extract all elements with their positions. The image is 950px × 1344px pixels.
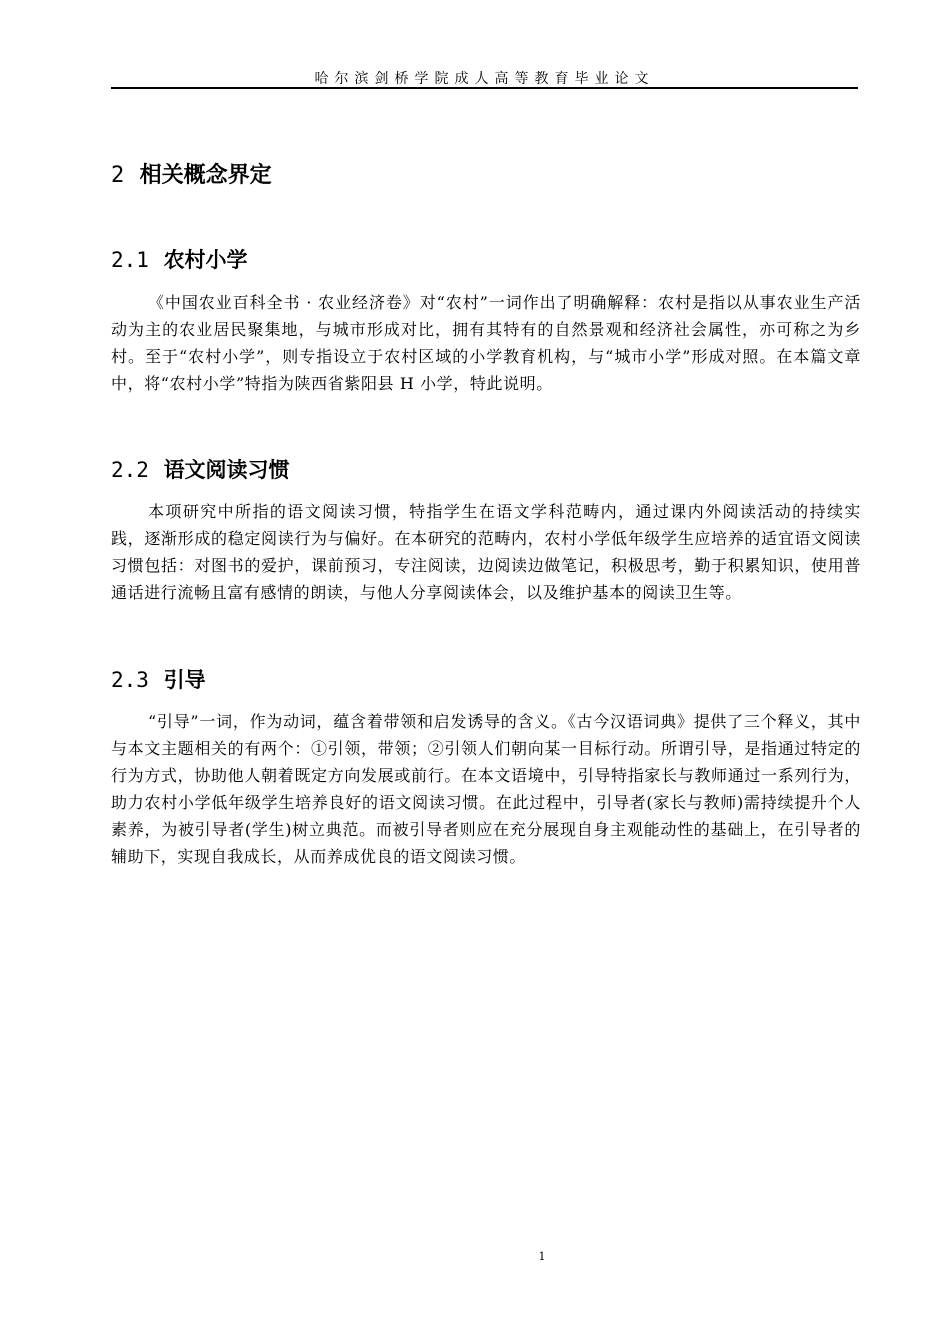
section-title-text: 语文阅读习惯: [163, 458, 290, 482]
chapter-number: 2: [111, 163, 125, 188]
section-title-2-3: [111, 665, 206, 695]
section-paragraph-2-3: “引导”一词，作为动词，蕴含着带领和启发诱导的含义。《古今汉语词典》提供了三个释义，其中与本文主题相关的有两个：①引领，带领；②引领人们朝向某一目标行动。所谓引导，是指通过特定的行为方式，协助他人朝着既定方向发展或前行。在本文语境中，引导特指家长与教师通过一系列行为，助力农村小学低年级学生培养良好的语文阅读习惯。在此过程中，引导者(家长与教师)需持续提升个人素养，为被引导者(学生)树立典范。而被引导者则应在充分展现自身主观能动性的基础上，在引导者的辅助下，实现自我成长，从而养成优良的语文阅读习惯。: [111, 712, 861, 866]
section-number: 2.1: [111, 248, 149, 272]
chapter-title-text: 相关概念界定: [139, 163, 272, 188]
section-number: 2.3: [111, 668, 149, 692]
section-title-text: 引导: [163, 668, 206, 692]
chapter-title: [111, 160, 272, 192]
page-number: 1: [538, 1250, 546, 1263]
section-paragraph-2-2: 本项研究中所指的语文阅读习惯，特指学生在语文学科范畴内，通过课内外阅读活动的持续实践，逐渐形成的稳定阅读行为与偏好。在本研究的范畴内，农村小学低年级学生应培养的适宜语文阅读习惯包括：对图书的爱护，课前预习，专注阅读，边阅读边做笔记，积极思考，勤于积累知识，使用普通话进行流畅且富有感情的朗读，与他人分享阅读体会，以及维护基本的阅读卫生等。: [111, 502, 861, 602]
section-number: 2.2: [111, 458, 149, 482]
section-paragraph-2-1: 《中国农业百科全书 · 农业经济卷》对“农村”一词作出了明确解释：农村是指以从事农业生产活动为主的农业居民聚集地，与城市形成对比，拥有其特有的自然景观和经济社会属性，亦可称之为乡村。至于“农村小学”，则专指设立于农村区域的小学教育机构，与“城市小学”形成对照。在本篇文章中，将“农村小学”特指为陕西省紫阳县 H 小学，特此说明。: [111, 293, 861, 393]
section-title-text: 农村小学: [163, 248, 248, 272]
section-title-2-1: [111, 245, 248, 275]
running-header: 哈尔滨剑桥学院成人高等教育毕业论文: [314, 71, 655, 87]
section-title-2-2: [111, 455, 290, 485]
header-rule: [111, 87, 858, 89]
